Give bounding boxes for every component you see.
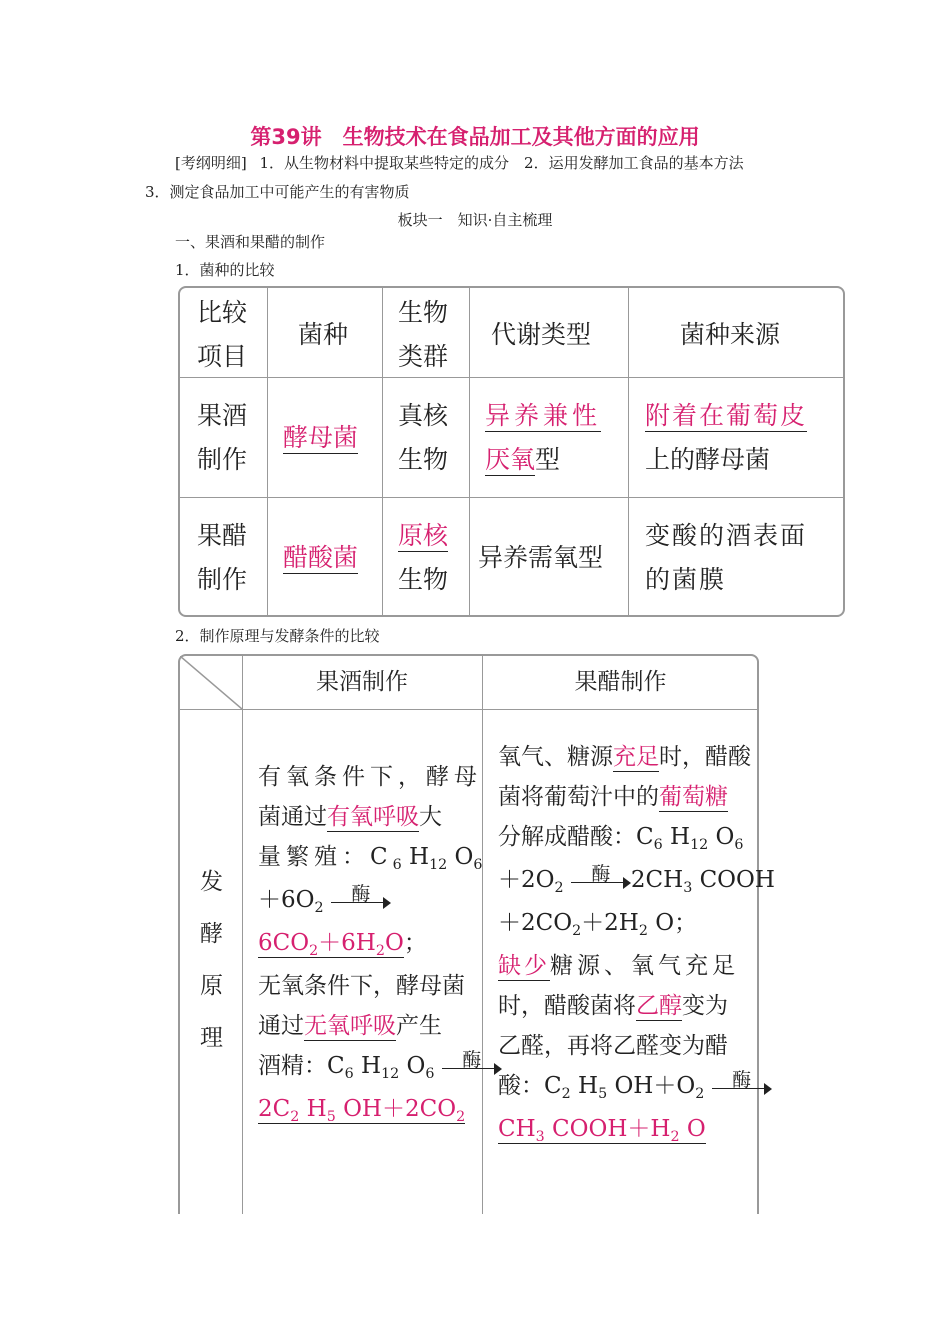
reaction-arrow: 酶 [442, 1056, 502, 1078]
header-compare-item: 比较 项目 [197, 298, 248, 371]
reaction-arrow: 酶 [331, 890, 391, 912]
header-vinegar: 果醋制作 [574, 669, 667, 695]
block-heading: 板块一 知识·自主梳理 [397, 211, 553, 229]
diagonal-divider [180, 656, 242, 709]
wine-principle: 有氧条件下，酵母 菌通过有氧呼吸大 量繁殖：$C_6$ $H_{12}$ $O_6$ $+6O_2$ 酶 $6CO_2+6H_2O$； 无氧条件下，酵母菌 通过无氧呼吸产生 酒精：$C_6$ $H_{12}$ $O_6$ 酶 $2C_2$ $H_5$ $OH+2CO_2$ [258, 757, 502, 1132]
row-vinegar-metabolism: 异养需氧型 [478, 543, 604, 572]
row-vinegar-item: 果醋 制作 [197, 521, 248, 594]
vinegar-principle: 氧气、糖源充足时，醋酸 菌将葡萄汁中的葡萄糖 分解成醋酸：$C_6$ $H_{12}$ $O_6$ $+2O_2$ 酶 $2CH_3$ COOH $+2CO_2+2H_2$ O； 缺少糖源、氧气充足 时，醋酸菌将乙醇变为 乙醛，再将乙醛变为醋 酸：$C_2$ $H_5$ $OH+O_2$ 酶 $CH_3$ $COOH+H_2$ O [498, 744, 775, 1145]
row-vinegar-group: 原核 生物 [398, 521, 449, 594]
principle-comparison-table [178, 654, 775, 1214]
row-wine-item: 果酒 制作 [197, 401, 248, 474]
row-wine-source: 附着在葡萄皮 上的酵母菌 [645, 401, 808, 474]
outline-label: [考纲明细] [175, 154, 247, 172]
row-vinegar-source: 变酸的酒表面 的菌膜 [645, 521, 808, 594]
header-source: 菌种来源 [680, 320, 781, 349]
subheading-2: 2．制作原理与发酵条件的比较 [175, 627, 380, 645]
row-wine-group: 真核 生物 [398, 401, 449, 474]
reaction-arrow: 酶 [571, 870, 631, 892]
header-strain: 菌种 [298, 320, 349, 349]
row-vinegar-strain: 醋酸菌 [283, 543, 359, 572]
header-group: 生物 类群 [398, 298, 449, 371]
section-heading: 一、果酒和果醋的制作 [175, 233, 326, 251]
outline-line-1 [175, 152, 744, 173]
strain-comparison-table [178, 286, 845, 617]
row-wine-strain: 酵母菌 [283, 423, 359, 452]
header-wine: 果酒制作 [316, 669, 408, 695]
outline-line-2: 3．测定食品加工中可能产生的有害物质 [145, 183, 410, 201]
outline-items-1: 1．从生物材料中提取某些特定的成分 2．运用发酵加工食品的基本方法 [259, 154, 744, 172]
row-wine-metabolism: 异养兼性 厌氧型 [485, 401, 602, 474]
reaction-arrow: 酶 [712, 1076, 772, 1098]
page-title: 第39讲 生物技术在食品加工及其他方面的应用 [250, 125, 700, 149]
subheading-1: 1．菌种的比较 [175, 261, 275, 279]
header-metabolism: 代谢类型 [491, 320, 592, 349]
row-label-principle: 发 酵 原 理 [200, 869, 223, 1051]
